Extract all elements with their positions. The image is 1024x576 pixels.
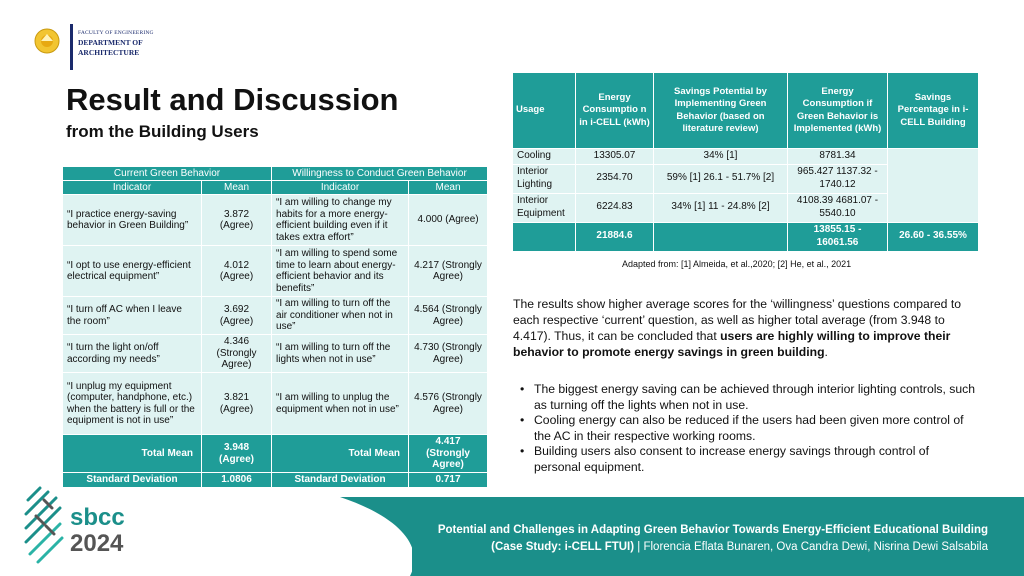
faculty-logo [30, 24, 170, 70]
current-indicator: “I turn off AC when I leave the room” [63, 297, 202, 335]
willing-mean: 4.576 (Strongly Agree) [409, 373, 488, 435]
event-name: sbcc [70, 504, 125, 531]
willing-mean: 4.564 (Strongly Agree) [409, 297, 488, 335]
bullet-icon: • [520, 413, 525, 427]
energy-savings-table [512, 72, 979, 252]
current-mean: 4.346 (Strongly Agree) [202, 335, 272, 373]
current-mean: 3.692 (Agree) [202, 297, 272, 335]
table-row [63, 335, 488, 373]
discussion-paragraph [513, 296, 973, 360]
consumption: 13305.07 [576, 149, 654, 165]
potential: 34% [1] [654, 149, 788, 165]
sd-label-2: Standard Deviation [272, 473, 409, 488]
sd-willing: 0.717 [409, 473, 488, 488]
column-header: Indicator [272, 181, 409, 195]
footer-separator: | [634, 541, 644, 553]
sbcc-pattern-icon [22, 480, 66, 570]
sd-current: 1.0806 [202, 473, 272, 488]
group-header-willingness: Willingness to Conduct Green Behavior [272, 167, 488, 181]
paragraph-text: The results show higher average scores for the ‘willingness’ questions compared to each respective ‘current’ question, as well as higher total average (from 3.948 to 4.417). Thus, it can be concluded that [513, 297, 962, 343]
usage: Cooling [513, 149, 576, 165]
page-title: Result and Discussion [66, 82, 399, 117]
table-row [63, 297, 488, 335]
footer-case-study: (Case Study: i-CELL FTUI) [491, 541, 635, 553]
usage: Interior Lighting [513, 164, 576, 193]
consumption: 2354.70 [576, 164, 654, 193]
column-header: Mean [202, 181, 272, 195]
willing-indicator: “I am willing to unplug the equipment when not in use” [272, 373, 409, 435]
potential: 34% [1] 11 - 24.8% [2] [654, 193, 788, 222]
willing-indicator: “I am willing to turn off the air conditioner when not in use” [272, 297, 409, 335]
logo-divider [70, 24, 73, 70]
current-indicator: “I turn the light on/off according my needs” [63, 335, 202, 373]
list-item [518, 413, 978, 444]
current-indicator: “I opt to use energy-efficient electrical equipment” [63, 246, 202, 297]
savings-blank-cell [888, 149, 979, 223]
total-willing-mean: 4.417 (Strongly Agree) [409, 435, 488, 473]
current-indicator: “I practice energy-saving behavior in Green Building” [63, 195, 202, 246]
table-caption: Adapted from: [1] Almeida, et al.,2020; [2] He, et al., 2021 [622, 259, 852, 269]
header-usage: Usage [513, 73, 576, 149]
usage: Interior Equipment [513, 193, 576, 222]
department-line: DEPARTMENT OF [78, 38, 143, 47]
savings-percentage: 26.60 - 36.55% [888, 222, 979, 251]
current-mean: 3.872 (Agree) [202, 195, 272, 246]
university-seal-icon [30, 26, 64, 64]
willing-mean: 4.217 (Strongly Agree) [409, 246, 488, 297]
footer-authors: Florencia Eflata Bunaren, Ova Candra Dewi, Nisrina Dewi Salsabila [643, 541, 988, 553]
event-year: 2024 [70, 530, 124, 557]
implemented: 8781.34 [788, 149, 888, 165]
header-consumption: Energy Consumptio n in i-CELL (kWh) [576, 73, 654, 149]
total-consumption: 21884.6 [576, 222, 654, 251]
header-potential: Savings Potential by Implementing Green Behavior (based on literature review) [654, 73, 788, 149]
column-header: Mean [409, 181, 488, 195]
willing-indicator: “I am willing to change my habits for a more energy-efficient building even if it takes extra effort” [272, 195, 409, 246]
faculty-name [78, 28, 154, 58]
total-row [513, 222, 979, 251]
willing-mean: 4.730 (Strongly Agree) [409, 335, 488, 373]
header-savings-percentage: Savings Percentage in i-CELL Building [888, 73, 979, 149]
faculty-line: FACULTY OF ENGINEERING [78, 30, 154, 36]
total-current-mean: 3.948 (Agree) [202, 435, 272, 473]
implemented: 4108.39 4681.07 - 5540.10 [788, 193, 888, 222]
header-implemented: Energy Consumption if Green Behavior is Implemented (kWh) [788, 73, 888, 149]
total-mean-label: Total Mean [63, 435, 202, 473]
total-implemented: 13855.15 - 16061.56 [788, 222, 888, 251]
list-item-text: The biggest energy saving can be achieved through interior lighting controls, such as turning off the lights when not in use. [534, 382, 976, 412]
total-potential-blank [654, 222, 788, 251]
total-mean-label-2: Total Mean [272, 435, 409, 473]
bullet-icon: • [520, 382, 525, 396]
implemented: 965.427 1137.32 - 1740.12 [788, 164, 888, 193]
table-row [63, 246, 488, 297]
willing-indicator: “I am willing to turn off the lights when not in use” [272, 335, 409, 373]
bullet-icon: • [520, 444, 525, 458]
architecture-line: ARCHITECTURE [78, 48, 140, 57]
consumption: 6224.83 [576, 193, 654, 222]
current-mean: 4.012 (Agree) [202, 246, 272, 297]
total-mean-row [63, 435, 488, 473]
table-row [63, 195, 488, 246]
willing-indicator: “I am willing to spend some time to learn about energy-efficient behavior and its benefits” [272, 246, 409, 297]
column-header: Indicator [63, 181, 202, 195]
paragraph-conclusion: users are highly willing to improve their behavior to promote energy savings in green building [513, 329, 951, 359]
table-row [513, 149, 979, 165]
total-blank-cell [513, 222, 576, 251]
table-row [63, 373, 488, 435]
footer-line-1: Potential and Challenges in Adapting Green Behavior Towards Energy-Efficient Educational Building [437, 524, 988, 536]
list-item-text: Building users also consent to increase energy savings through control of personal equipment. [534, 444, 929, 474]
sd-label: Standard Deviation [63, 473, 202, 488]
page-subtitle: from the Building Users [66, 122, 259, 141]
list-item-text: Cooling energy can also be reduced if the users had been given more control of the AC in their respective working rooms. [534, 413, 964, 443]
group-header-current: Current Green Behavior [63, 167, 272, 181]
potential: 59% [1] 26.1 - 51.7% [2] [654, 164, 788, 193]
list-item [518, 382, 978, 413]
current-indicator: “I unplug my equipment (computer, handphone, etc.) when the battery is full or the equipment is not in use” [63, 373, 202, 435]
willing-mean: 4.000 (Agree) [409, 195, 488, 246]
sbcc-logo [22, 480, 182, 570]
paragraph-end: . [824, 345, 828, 359]
footer-title [428, 522, 988, 556]
current-mean: 3.821 (Agree) [202, 373, 272, 435]
list-item [518, 444, 978, 475]
green-behavior-table [62, 166, 488, 488]
findings-list [518, 382, 978, 475]
footer-line-2 [428, 539, 988, 556]
